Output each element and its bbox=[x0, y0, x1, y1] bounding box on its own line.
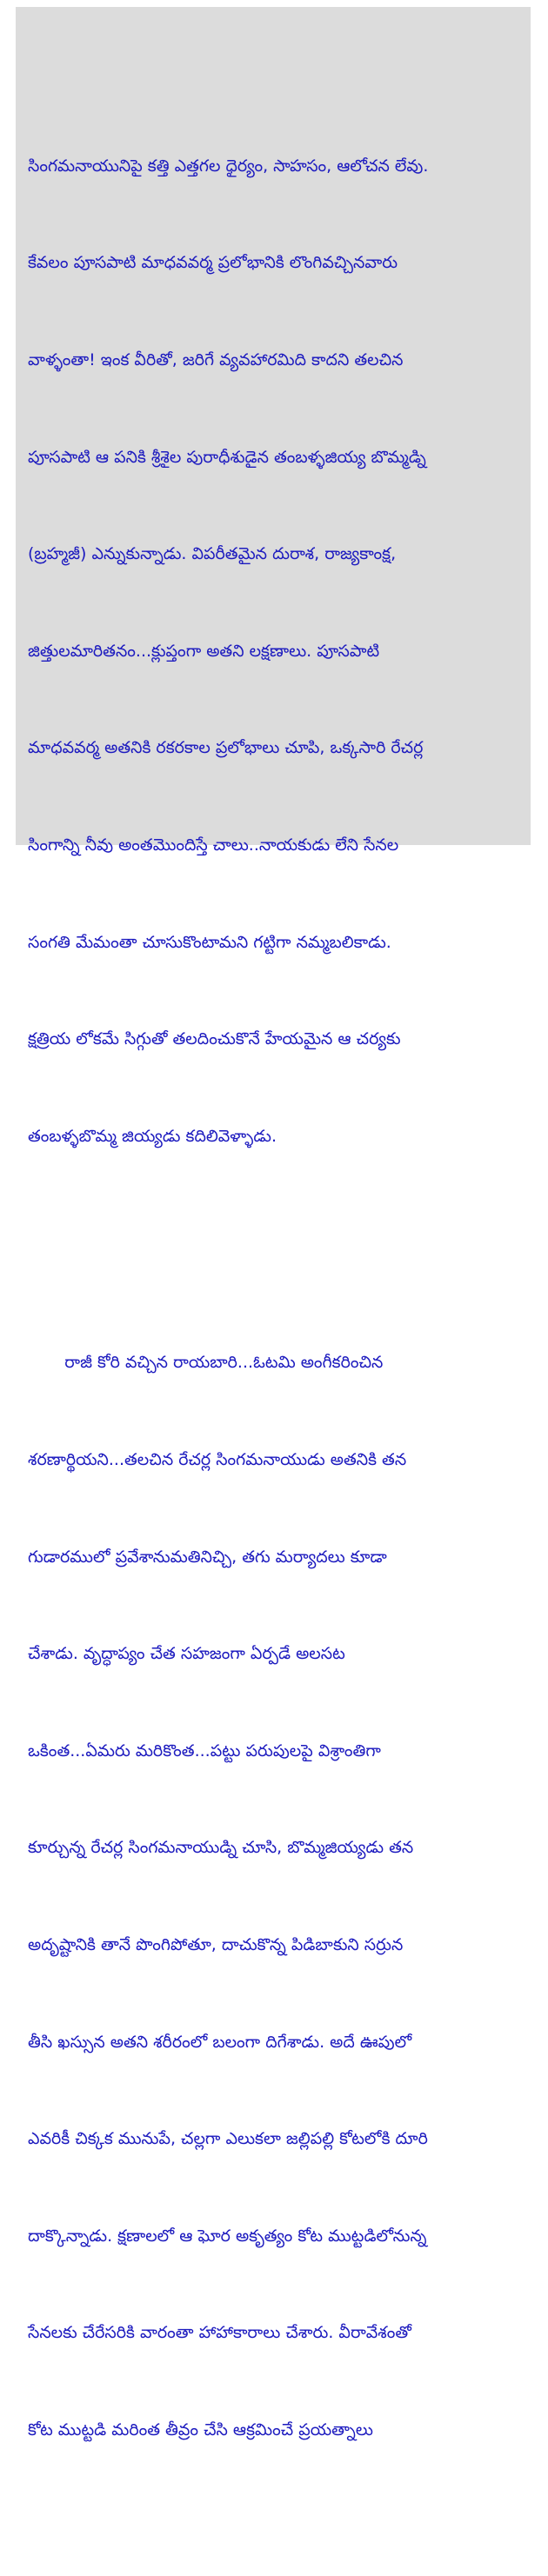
text-line: అదృష్టానికి తానే పొంగిపోతూ, దాచుకొన్న పిడిబాకుని సర్రున bbox=[28, 1934, 404, 1954]
text-line: సేనలకు చేరేసరికి వారంతా హాహాకారాలు చేశారు. వీరావేశంతో bbox=[28, 2323, 411, 2343]
paragraph-1 bbox=[28, 85, 524, 1217]
paragraph-2 bbox=[28, 1282, 524, 2512]
text-line: ఎవరికీ చిక్కక మునుపే, చల్లగా ఎలుకలా జల్లిపల్లి కోటలోకి దూరి bbox=[28, 2129, 428, 2149]
text-line: వాళ్ళంతా! ఇంక వీరితో, జరిగే వ్యవహారమిది కాదని తలచిన bbox=[28, 350, 404, 370]
text-line: శరణార్థియని...తలచిన రేచర్ల సింగమనాయుడు అతనికి తన bbox=[28, 1449, 407, 1469]
text-line: పూసపాటి ఆ పనికి శ్రీశైల పురాధీశుడైన తంబళ్ళజియ్య బొమ్మడ్ని bbox=[28, 447, 426, 467]
text-line: మాధవవర్మ అతనికి రకరకాల ప్రలోభాలు చూపి, ఒక్కసారి రేచర్ల bbox=[28, 738, 424, 758]
text-line: ఒకింత...ఏమరు మరికొంత...పట్టు పరుపులపై విశ్రాంతిగా bbox=[28, 1741, 381, 1761]
text-line: తంబళ్ళబొమ్మ జియ్యడు కదిలివెళ్ళాడు. bbox=[28, 1126, 277, 1146]
text-line: దాక్కొన్నాడు. క్షణాలలో ఆ ఘోర అకృత్యం కోట ముట్టడిలోనున్న bbox=[28, 2226, 427, 2246]
text-line: కోట ముట్టడి మరింత తీవ్రం చేసి ఆక్రమించే ప్రయత్నాలు bbox=[28, 2420, 373, 2440]
text-line: జిత్తులమారితనం...క్లుప్తంగా అతని లక్షణాలు. పూసపాటి bbox=[28, 641, 380, 661]
text-line: క్షత్రియ లోకమే సిగ్గుతో తలదించుకొనే హేయమైన ఆ చర్యకు bbox=[28, 1029, 401, 1049]
text-line: తీసి ఖస్సున అతని శరీరంలో బలంగా దిగేశాడు. అదే ఊపులో bbox=[28, 2032, 412, 2052]
text-line: చేశాడు. వృద్ధాప్యం చేత సహజంగా ఏర్పడే అలసట bbox=[28, 1644, 345, 1664]
text-line: సింగాన్ని నీవు అంతమొందిస్తే చాలు..నాయకుడు లేని సేనల bbox=[28, 835, 399, 855]
text-line: కూర్చున్న రేచర్ల సింగమనాయుడ్ని చూసి, బొమ్మజియ్యడు తన bbox=[28, 1838, 414, 1858]
text-line: సంగతి మేమంతా చూసుకొంటామని గట్టిగా నమ్మబలికాడు. bbox=[28, 932, 391, 952]
text-line: రాజీ కోరి వచ్చిన రాయబారి...ఓటమి అంగీకరించిన bbox=[28, 1353, 384, 1373]
text-line: సింగమనాయునిపై కత్తి ఎత్తగల ధైర్యం, సాహసం, ఆలోచన లేవు. bbox=[28, 156, 429, 176]
text-line: కేవలం పూసపాటి మాధవవర్మ ప్రలోభానికి లొంగివచ్చినవారు bbox=[28, 253, 398, 273]
text-line: (బ్రహ్మజీ) ఎన్నుకున్నాడు. విపరీతమైన దురాశ, రాజ్యకాంక్ష, bbox=[28, 544, 397, 564]
page-panel bbox=[16, 7, 531, 2440]
text-line: గుడారములో ప్రవేశానుమతినిచ్చి, తగు మర్యాదలు కూడా bbox=[28, 1547, 387, 1567]
body-text bbox=[28, 21, 524, 2576]
